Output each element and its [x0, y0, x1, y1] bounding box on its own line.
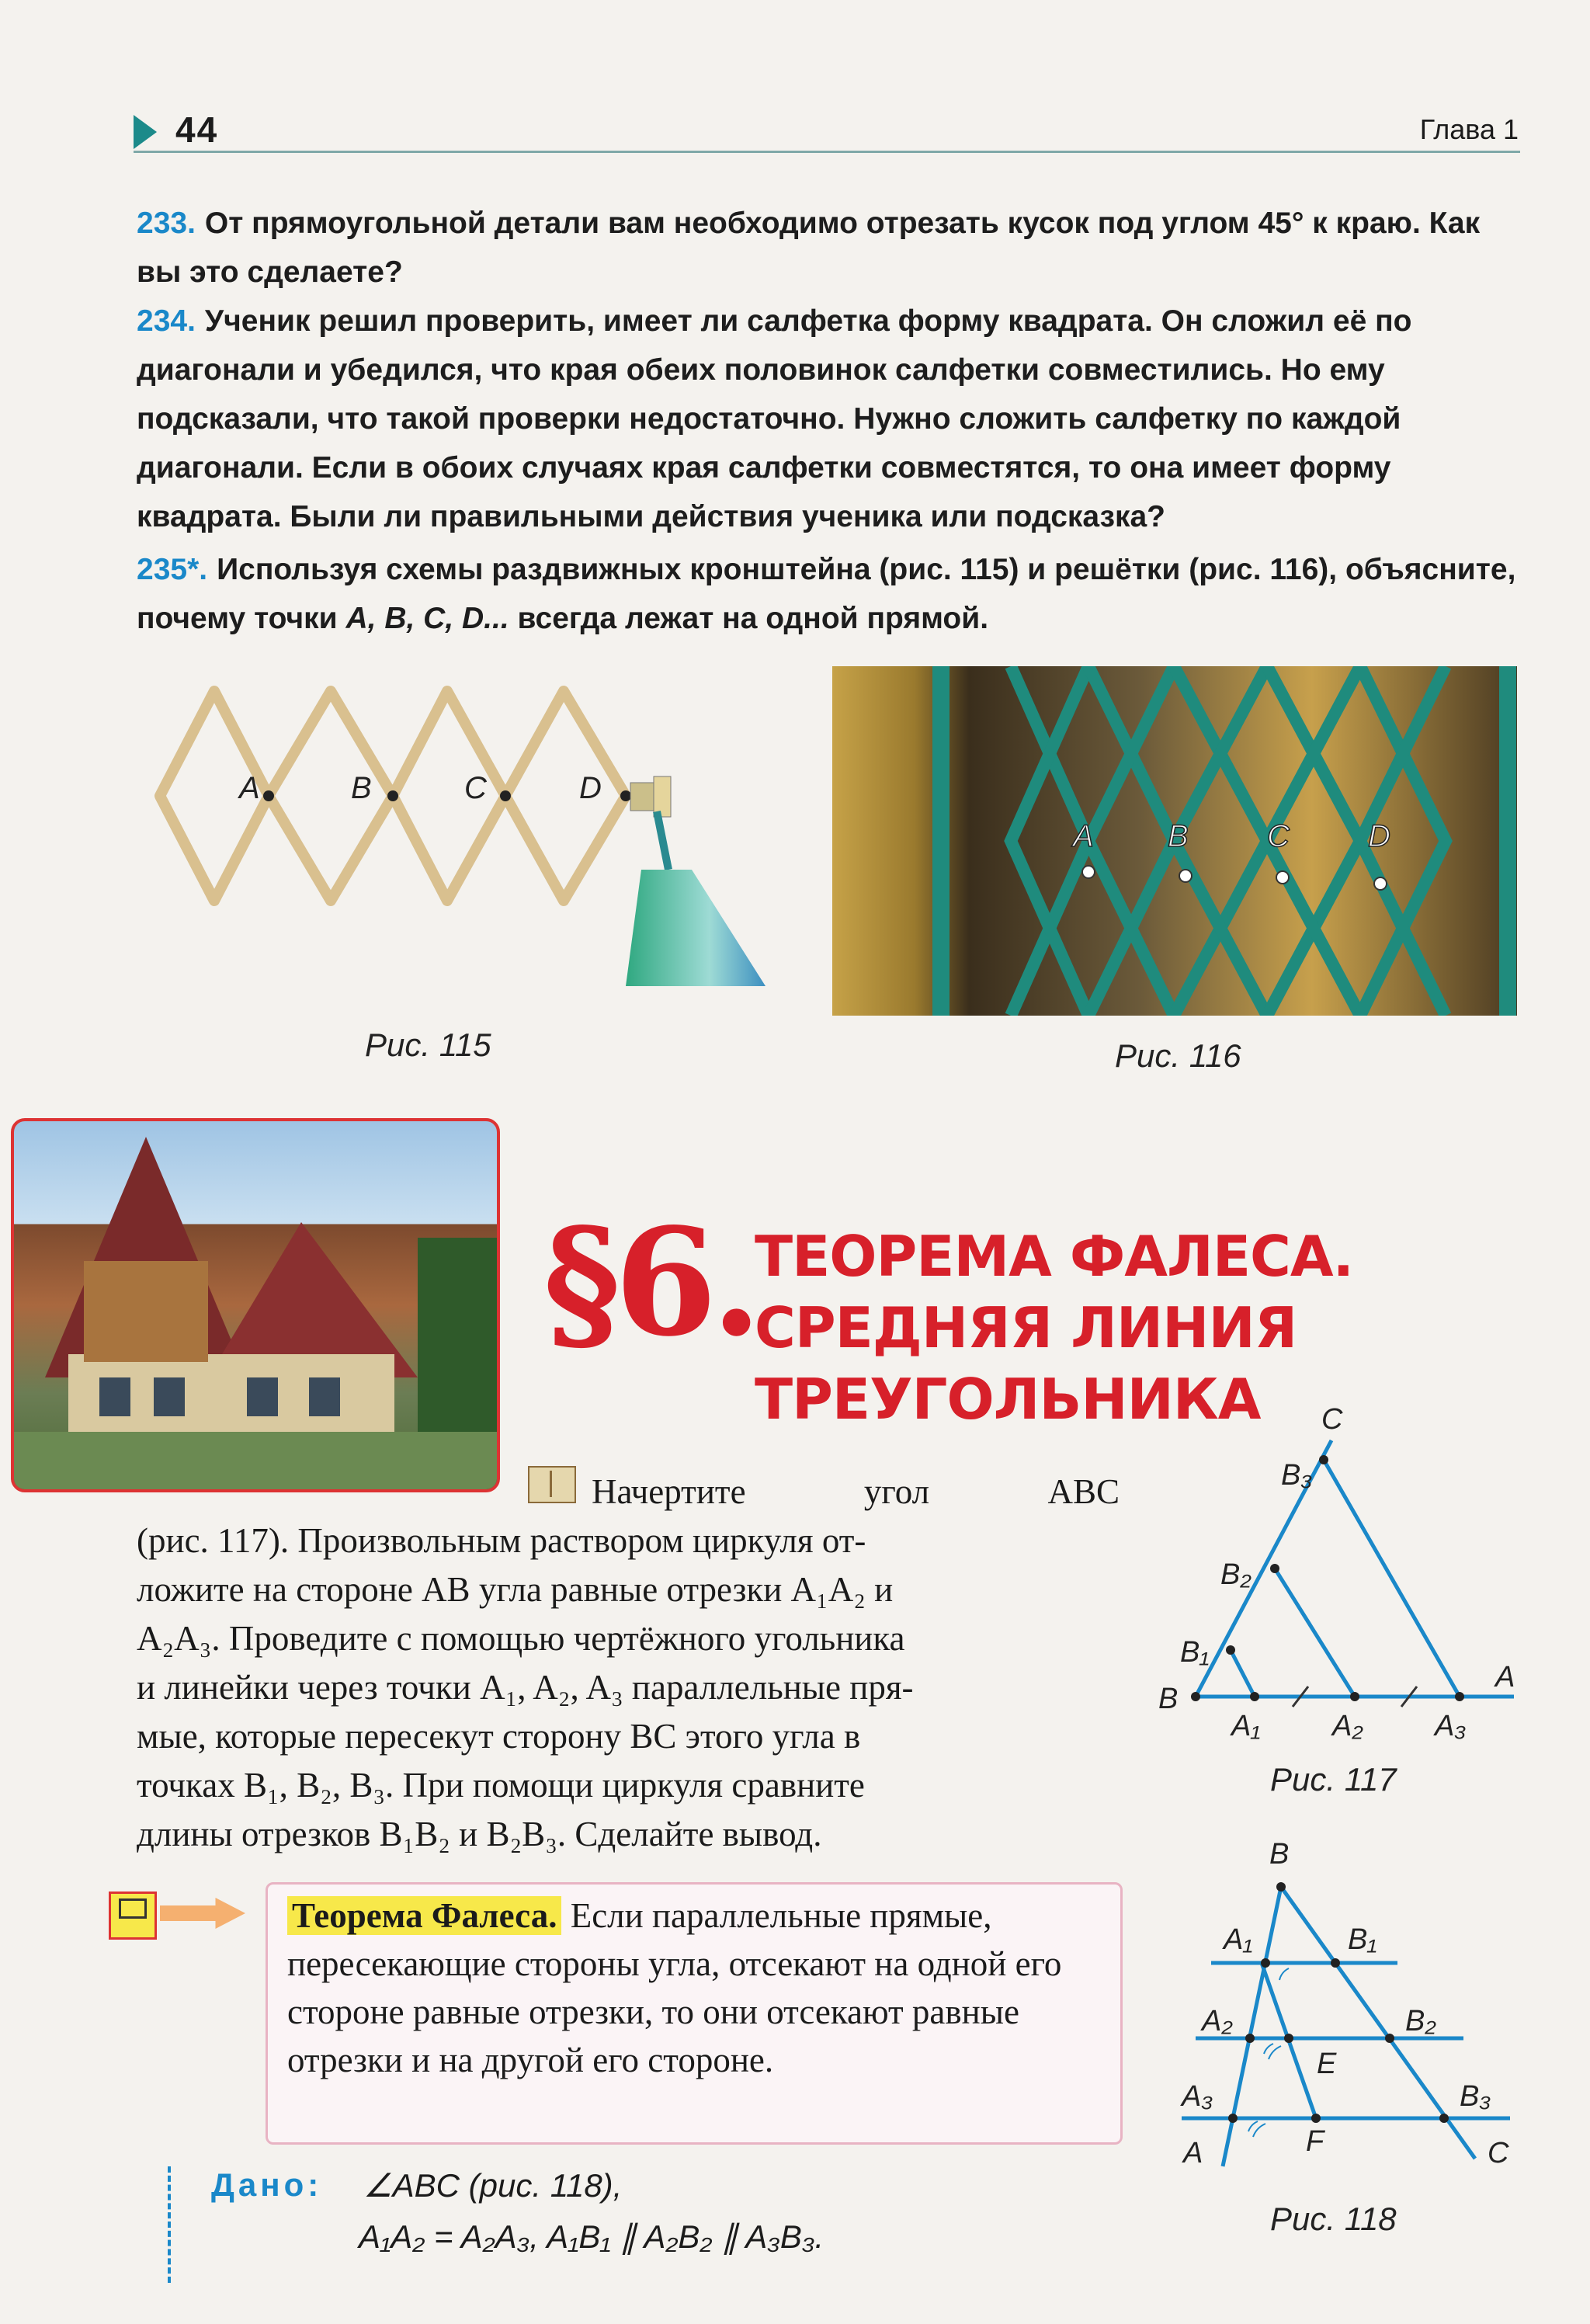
- section-title-line-3: ТРЕУГОЛЬНИКА: [755, 1367, 1261, 1432]
- section-title-line-1: ТЕОРЕМА ФАЛЕСА.: [755, 1224, 1353, 1289]
- task-body: [137, 1516, 1120, 1859]
- problem-text: От прямоугольной детали вам необходимо отрезать кусок под углом 45° к краю. Как вы это сделаете?: [137, 207, 1481, 289]
- figure-116-caption: Рис. 116: [1115, 1037, 1241, 1074]
- grille-bars: [832, 666, 1517, 1016]
- fig117-label-A1: A₁: [1231, 1710, 1261, 1742]
- fig117-label-A: A: [1495, 1661, 1515, 1693]
- problem-text: Используя схемы раздвижных кронштейна (рис. 115) и решётки (рис. 116), объясните, почему точки: [137, 553, 1516, 635]
- fig117-label-A2: A₂: [1332, 1710, 1363, 1742]
- figure-115-caption: Рис. 115: [365, 1027, 491, 1063]
- fig117-label-A3: A₃: [1435, 1710, 1467, 1742]
- fig118-label-E: E: [1317, 2048, 1337, 2080]
- lamp-shade: [626, 870, 765, 986]
- fig118-label-B1: B₁: [1348, 1923, 1377, 1956]
- task-line-8: длины отрезков B₁B₂ и B₂B₃. Сделайте вывод.: [137, 1815, 822, 1853]
- grille-label-B: B: [1168, 819, 1189, 853]
- grille-label-A: A: [1073, 819, 1094, 853]
- point-B: [387, 790, 398, 801]
- label-B: B: [351, 771, 372, 805]
- page-number: 44: [175, 109, 219, 150]
- task-line-6: мые, которые пересекут сторону BC этого угла в: [137, 1717, 861, 1756]
- page-marker-icon: [134, 115, 157, 149]
- label-D: D: [579, 771, 602, 805]
- figure-118: [1165, 1832, 1537, 2236]
- theorem-name: Теорема Фалеса.: [287, 1896, 561, 1935]
- mount-block: [630, 783, 654, 811]
- fig117-label-B: B: [1158, 1683, 1179, 1715]
- book-icon: [528, 1466, 576, 1503]
- header-divider: [134, 151, 1520, 153]
- figure-116-photo: [832, 666, 1517, 1016]
- rhombus-3: [393, 691, 505, 901]
- fig118-label-A2: A₂: [1202, 2005, 1233, 2037]
- problem-text-end: всегда лежат на одной прямой.: [509, 602, 989, 635]
- point-C: [500, 790, 511, 801]
- fig118-label-B: B: [1269, 1838, 1290, 1871]
- section-title-line-2: СРЕДНЯЯ ЛИНИЯ: [755, 1295, 1297, 1360]
- lamp-arm: [657, 811, 668, 870]
- task-line-3: ложите на стороне AB угла равные отрезки A₁A₂ и: [137, 1570, 894, 1609]
- fig118-label-B2: B₂: [1405, 2005, 1436, 2037]
- problem-233: [137, 199, 1519, 297]
- arrow-right-icon: [160, 1898, 245, 1929]
- rhombus-2: [269, 691, 393, 901]
- task-line-7: точках B₁, B₂, B₃. При помощи циркуля сравните: [137, 1766, 865, 1805]
- problem-number: 234.: [137, 304, 196, 338]
- mount-plate: [654, 776, 671, 817]
- given-marker: [168, 2166, 174, 2283]
- fig118-label-B3: B₃: [1460, 2080, 1491, 2113]
- parallel-A3B3: [1324, 1460, 1460, 1697]
- grille-label-D: D: [1368, 819, 1390, 853]
- given-line-1: ∠ABC (рис. 118),: [363, 2167, 623, 2204]
- fig117-label-B2: B₂: [1220, 1558, 1252, 1591]
- house-illustration: [14, 1121, 497, 1489]
- grille-point-B: [1179, 870, 1192, 882]
- given-label: Дано:: [211, 2166, 323, 2203]
- problem-number: 235*.: [137, 553, 208, 586]
- theorem-text: [287, 1892, 1110, 2084]
- task-line-5: и линейки через точки A₁, A₂, A₃ параллельные пря-: [137, 1668, 914, 1707]
- grille-label-C: C: [1267, 819, 1290, 853]
- parallel-A1B1: [1231, 1650, 1255, 1697]
- rhombus-4: [505, 691, 626, 901]
- fig118-label-A1: A₁: [1224, 1923, 1253, 1956]
- task-line-4: A₂A₃. Проведите с помощью чертёжного угольника: [137, 1619, 905, 1658]
- point-D: [620, 790, 631, 801]
- figure-117-caption: Рис. 117: [1270, 1761, 1397, 1798]
- parallel-A2B2: [1275, 1568, 1355, 1697]
- fig118-label-A3: A₃: [1182, 2080, 1213, 2113]
- theorem-statement: Если параллельные прямые, пересекающие стороны угла, отсекают на одной его стороне равные отрезки, то они отсекают равные отрезки и на другой его стороне.: [287, 1896, 1062, 2079]
- problem-234: [137, 297, 1519, 541]
- fig117-label-B1: B₁: [1180, 1636, 1210, 1669]
- task-line-1: Начертите угол ABC: [592, 1472, 1120, 1511]
- fig117-label-B3: B₃: [1281, 1459, 1313, 1492]
- point-A: [263, 790, 274, 801]
- label-A: A: [239, 771, 260, 805]
- task-line-2: (рис. 117). Произвольным раствором циркуля от-: [137, 1521, 866, 1560]
- save-icon: [109, 1892, 157, 1940]
- figure-117: [1149, 1398, 1522, 1755]
- problem-text: Ученик решил проверить, имеет ли салфетка форму квадрата. Он сложил её по диагонали и убедился, что края обеих половинок салфетки совместились. Но ему подсказали, что такой проверки недостаточно. Нужно сложить салфетку по каждой диагонали. Если в обоих случаях края салфетки совместятся, то она имеет форму квадрата. Были ли правильными действия ученика или подсказка?: [137, 304, 1412, 533]
- section-number: §6.: [543, 1196, 756, 1369]
- problem-points: A, B, C, D...: [345, 602, 509, 635]
- given-line-2: A₁A₂ = A₂A₃, A₁B₁ ∥ A₂B₂ ∥ A₃B₃.: [359, 2218, 825, 2255]
- problem-235: [137, 545, 1519, 643]
- house-photo: [11, 1118, 500, 1492]
- grille-point-A: [1082, 866, 1095, 878]
- fig118-label-F: F: [1306, 2125, 1324, 2158]
- problem-number: 233.: [137, 207, 196, 240]
- label-C: C: [464, 771, 487, 805]
- fig118-label-A: A: [1183, 2137, 1203, 2169]
- fig118-label-C: C: [1488, 2137, 1509, 2169]
- fig117-label-C: C: [1321, 1403, 1343, 1436]
- grille-point-C: [1276, 871, 1289, 884]
- grille-point-D: [1374, 877, 1387, 890]
- figure-115-bracket: [152, 683, 789, 1002]
- figure-118-caption: Рис. 118: [1270, 2201, 1397, 2237]
- chapter-label: Глава 1: [1419, 113, 1519, 145]
